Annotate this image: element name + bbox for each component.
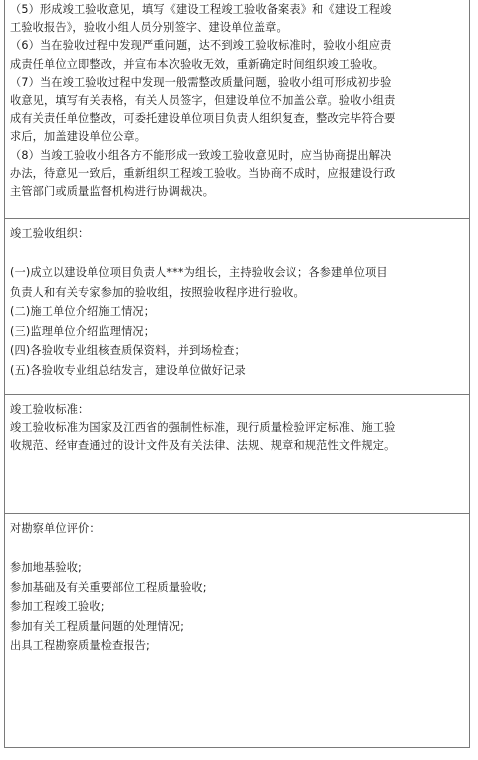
procedure-line: 成责任单位立即整改，并宣布本次验收无效，重新确定时间组织竣工验收。 <box>10 57 385 71</box>
organization-line: (三)监理单位介绍监理情况； <box>10 324 156 338</box>
procedure-line: （8）当竣工验收小组各方不能形成一致竣工验收意见时，应当协商提出解决 <box>10 148 392 162</box>
survey-evaluation-line: 参加基础及有关重要部位工程质量验收; <box>10 580 207 594</box>
organization-cell <box>5 218 469 394</box>
survey-evaluation-cell <box>5 513 469 747</box>
procedure-cell <box>5 0 469 218</box>
survey-evaluation-line: 参加地基验收; <box>10 561 82 574</box>
procedure-line: （7）当在竣工验收过程中发现一般需整改质量问题，验收小组可形成初步验 <box>10 75 392 89</box>
organization-title: 竣工验收组织： <box>10 227 90 240</box>
spacer <box>10 539 464 559</box>
organization-line: (四)各验收专业组核查质保资料，并到场检查； <box>10 344 246 357</box>
procedure-line: 成有关责任单位整改，可委托建设单位项目负责人组织复查，整改完毕符合要 <box>10 112 396 126</box>
spacer <box>10 244 464 264</box>
survey-evaluation-line: 参加有关工程质量问题的处理情况; <box>10 619 184 633</box>
organization-line: (一)成立以建设单位项目负责人***为组长，主持验收会议；各参建单位项目 <box>10 266 388 279</box>
acceptance-form-table <box>4 0 470 748</box>
survey-evaluation-line: 出具工程勘察质量检查报告; <box>10 639 150 652</box>
procedure-line: 办法，待意见一致后，重新组织工程竣工验收。当协商不成时，应报建设行政 <box>10 166 396 180</box>
procedure-line: （5）形成竣工验收意见，填写《建设工程竣工验收备案表》和《建设工程竣 <box>10 3 392 16</box>
organization-line: (二)施工单位介绍施工情况； <box>10 305 156 318</box>
organization-line: 负责人和有关专家参加的验收组，按照验收程序进行验收。 <box>10 285 305 299</box>
survey-evaluation-line: 参加工程竣工验收; <box>10 600 105 613</box>
organization-line: (五)各验收专业组总结发言，建设单位做好记录 <box>10 363 246 377</box>
procedure-line: （6）当在验收过程中发现严重问题，达不到竣工验收标准时，验收小组应责 <box>10 39 392 53</box>
procedure-line: 工验收报告》，验收小组人员分别签字、建设单位盖章。 <box>10 21 288 35</box>
procedure-line: 求后，加盖建设单位公章。 <box>10 130 147 144</box>
standard-line: 竣工验收标准为国家及江西省的强制性标准，现行质量检验评定标准、施工验 <box>10 421 396 435</box>
procedure-line: 主管部门或质量监督机构进行协调裁决。 <box>10 185 215 199</box>
standard-cell <box>5 394 469 513</box>
procedure-line: 收意见，填写有关表格，有关人员签字，但建设单位不加盖公章。验收小组责 <box>10 94 396 108</box>
standard-title: 竣工验收标准： <box>10 403 90 416</box>
survey-evaluation-title: 对勘察单位评价： <box>10 522 101 535</box>
standard-line: 收规范、经审查通过的设计文件及有关法律、法规、规章和规范性文件规定。 <box>10 439 396 453</box>
